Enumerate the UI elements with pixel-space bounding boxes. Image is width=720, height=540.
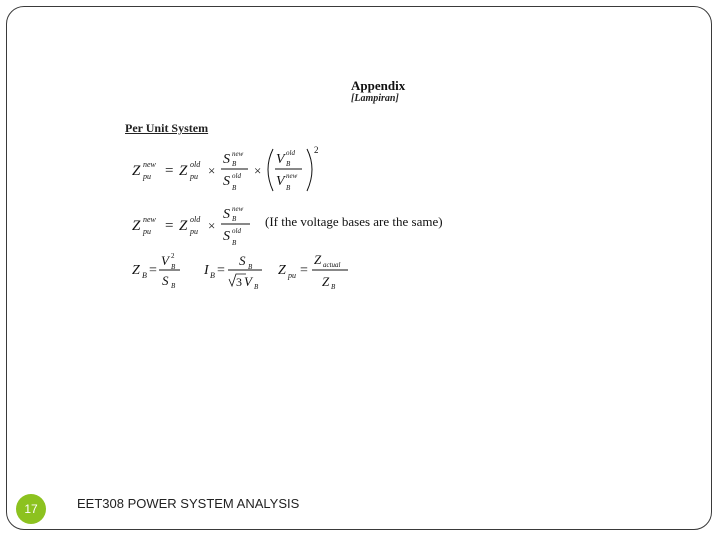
svg-text:old: old xyxy=(232,227,241,235)
svg-text:new: new xyxy=(286,172,298,180)
svg-text:B: B xyxy=(232,160,237,168)
svg-text:B: B xyxy=(171,263,176,271)
svg-text:B: B xyxy=(210,271,215,280)
svg-text:=: = xyxy=(149,263,157,278)
svg-text:old: old xyxy=(232,172,241,180)
svg-text:I: I xyxy=(204,263,209,278)
equation-impedance-same-voltage xyxy=(128,200,268,250)
svg-text:B: B xyxy=(232,215,237,223)
svg-text:B: B xyxy=(232,184,237,192)
svg-text:old: old xyxy=(190,215,201,224)
page-number-badge: 17 xyxy=(16,494,46,524)
svg-text:Z: Z xyxy=(278,263,286,278)
svg-text:V: V xyxy=(276,174,285,189)
svg-text:B: B xyxy=(171,282,176,290)
svg-text:Z: Z xyxy=(314,252,322,267)
svg-text:B: B xyxy=(286,184,291,192)
svg-text:×: × xyxy=(208,163,216,178)
svg-text:=: = xyxy=(165,218,174,234)
svg-text:S: S xyxy=(223,152,230,167)
svg-text:S: S xyxy=(223,229,230,244)
svg-text:pu: pu xyxy=(288,271,296,280)
svg-text:pu: pu xyxy=(190,172,198,181)
svg-text:V: V xyxy=(276,152,285,167)
svg-text:Z: Z xyxy=(179,163,188,179)
svg-text:S: S xyxy=(239,253,246,268)
slide-subtitle: [Lampiran] xyxy=(351,93,399,104)
svg-text:B: B xyxy=(331,283,336,291)
svg-text:Z: Z xyxy=(132,218,141,234)
svg-text:B: B xyxy=(248,263,253,271)
svg-text:Z: Z xyxy=(132,263,140,278)
svg-text:=: = xyxy=(217,263,225,278)
svg-text:old: old xyxy=(286,149,295,157)
svg-text:pu: pu xyxy=(190,227,198,236)
svg-text:B: B xyxy=(254,283,259,291)
svg-text:2: 2 xyxy=(171,252,175,260)
svg-text:S: S xyxy=(223,174,230,189)
svg-text:=: = xyxy=(165,163,174,179)
svg-text:old: old xyxy=(190,160,201,169)
svg-text:3: 3 xyxy=(236,275,242,289)
svg-text:V: V xyxy=(161,253,169,268)
svg-text:×: × xyxy=(254,163,262,178)
svg-text:S: S xyxy=(223,207,230,222)
svg-text:S: S xyxy=(162,273,169,288)
svg-text:new: new xyxy=(232,205,244,213)
svg-text:new: new xyxy=(143,215,156,224)
svg-text:pu: pu xyxy=(143,172,151,181)
svg-text:2: 2 xyxy=(314,145,319,155)
svg-text:B: B xyxy=(142,271,147,280)
svg-text:new: new xyxy=(143,160,156,169)
svg-text:=: = xyxy=(300,263,308,278)
equation-base-quantities xyxy=(128,248,368,298)
svg-text:×: × xyxy=(208,218,216,233)
svg-text:Z: Z xyxy=(322,274,330,289)
svg-text:B: B xyxy=(232,239,237,247)
equation-note: (If the voltage bases are the same) xyxy=(265,214,443,229)
svg-text:V: V xyxy=(244,274,252,289)
svg-text:actual: actual xyxy=(323,261,341,269)
svg-text:B: B xyxy=(286,160,291,168)
section-title: Per Unit System xyxy=(125,121,209,135)
svg-text:pu: pu xyxy=(143,227,151,236)
footer-course-title: EET308 POWER SYSTEM ANALYSIS xyxy=(77,496,300,511)
equation-impedance-change-of-base xyxy=(128,143,338,195)
svg-text:Z: Z xyxy=(179,218,188,234)
slide-title: Appendix xyxy=(351,78,406,93)
svg-text:Z: Z xyxy=(132,163,141,179)
svg-text:new: new xyxy=(232,150,244,158)
